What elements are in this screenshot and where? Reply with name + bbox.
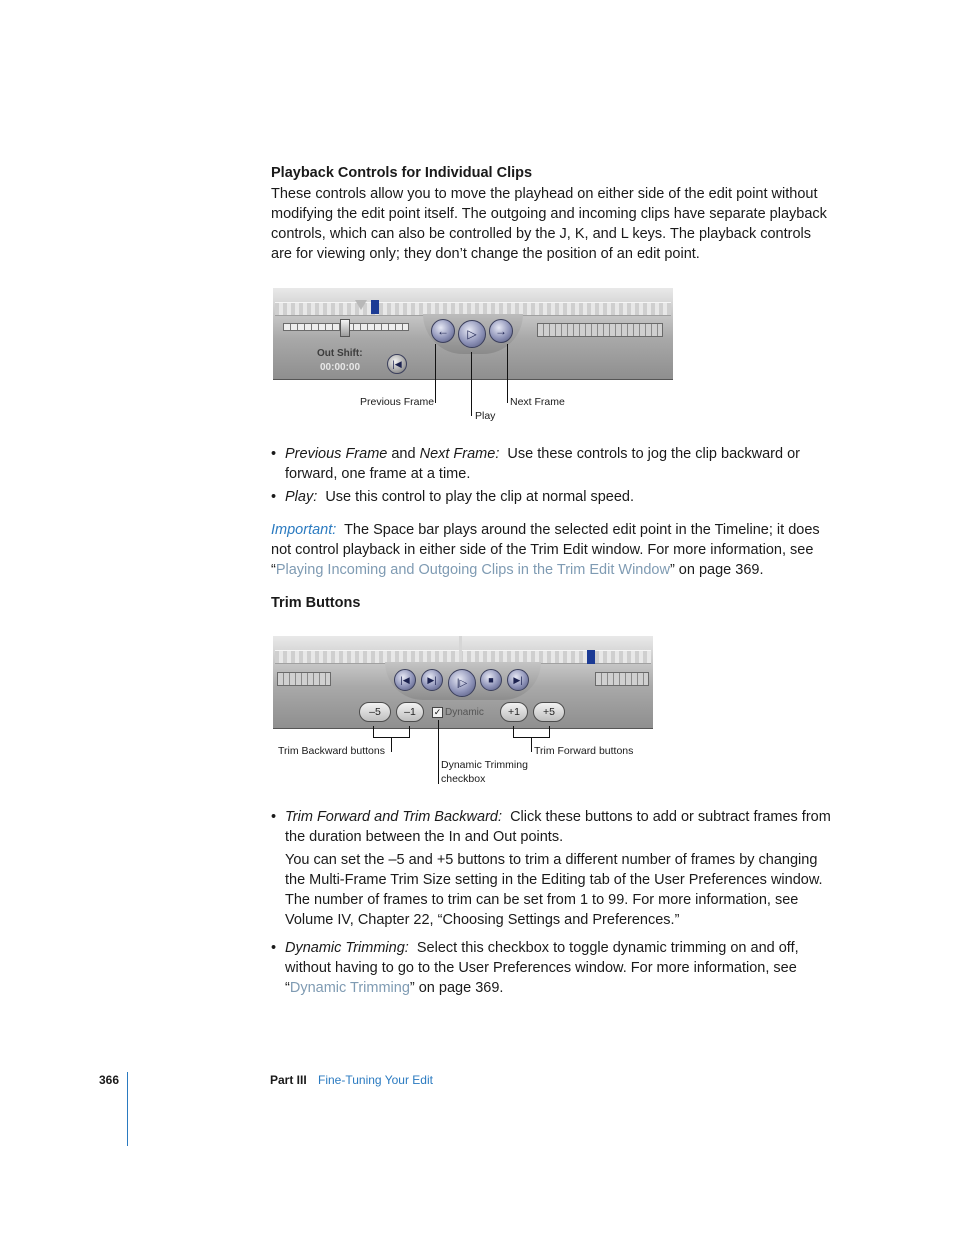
term-next-frame: Next Frame: <box>419 446 500 462</box>
stop-button[interactable] <box>480 669 502 691</box>
next-frame-button[interactable] <box>489 319 513 343</box>
previous-edit-button[interactable] <box>394 669 416 691</box>
callout-dynamic-trimming <box>441 758 528 786</box>
important-label: Important: <box>271 522 337 538</box>
dynamic-trimming-leader <box>438 720 439 784</box>
trim-minus-1-button[interactable]: –1 <box>396 702 424 722</box>
bullet-dynamic-text: Select this checkbox to toggle dynamic trimming on and off, without having to go to the User Preferences window. For more information, see “ <box>285 940 799 996</box>
bullet-dot: • <box>271 446 277 462</box>
term-previous-frame: Previous Frame <box>285 446 388 462</box>
play-button[interactable] <box>458 320 486 348</box>
bullet-dot: • <box>271 940 277 956</box>
go-to-edit-button[interactable] <box>387 354 407 374</box>
important-text: The Space bar plays around the selected edit point in the Timeline; it does not control playback in either side of the Trim Edit window. For more information, see “ <box>271 522 820 578</box>
go-to-edit-icon: |◀ <box>392 358 402 369</box>
stop-icon: ■ <box>488 675 494 685</box>
outgoing-shuttle[interactable] <box>277 672 331 686</box>
term-joiner: and <box>387 446 420 462</box>
play-around-edit-icon: |▷ <box>456 677 468 689</box>
trim-plus-1-button[interactable]: +1 <box>500 702 528 722</box>
playhead-icon <box>371 300 379 314</box>
bullet-dot: • <box>271 489 277 505</box>
callout-trim-backward: Trim Backward buttons <box>278 745 385 757</box>
incoming-shuttle[interactable] <box>595 672 649 686</box>
out-shift-timecode: 00:00:00 <box>320 362 361 373</box>
section-heading-trim-buttons: Trim Buttons <box>271 595 361 611</box>
footer-part: Part III <box>270 1073 307 1087</box>
trim-minus-5-button[interactable]: –5 <box>359 702 391 722</box>
previous-edit-icon: |◀ <box>400 674 410 685</box>
dynamic-trimming-checkbox[interactable]: ✓ <box>433 707 442 717</box>
shuttle-control[interactable] <box>537 323 663 337</box>
trim-playhead-icon <box>587 650 595 664</box>
trim-size-paragraph: You can set the –5 and +5 buttons to trim a different number of frames by changing the Multi-Frame Trim Size setting in the Editing tab of the User Preferences window. The number of frames to trim can be set from 1 to 99. For more information, see Volume IV, Chapter 22, “Choosing Settings and Preferences.” <box>285 852 823 928</box>
next-frame-leader <box>507 344 508 403</box>
bullet-trim-forward-backward <box>271 807 831 930</box>
link-dynamic-trimming[interactable]: Dynamic Trimming <box>289 980 410 996</box>
previous-frame-button[interactable] <box>431 319 455 343</box>
previous-frame-icon: ← <box>437 324 449 338</box>
section-heading-playback: Playback Controls for Individual Clips <box>271 165 533 181</box>
play-in-to-out-button[interactable] <box>421 669 443 691</box>
callout-dynamic-line1: Dynamic Trimming <box>441 759 528 771</box>
bullet-dynamic-trimming <box>271 938 831 998</box>
playback-intro-paragraph: These controls allow you to move the playhead on either side of the edit point without modifying the edit point itself. The outgoing and incoming clips have separate playback controls, which can also be controlled by the J, K, and L keys. The playback controls are for viewing only; they don’t change the position of an edit point. <box>271 186 827 262</box>
callout-next-frame: Next Frame <box>510 396 565 408</box>
edit-point-marker-icon <box>355 300 367 310</box>
important-note <box>271 520 827 580</box>
trim-plus-5-button[interactable]: +5 <box>533 702 565 722</box>
play-leader <box>471 352 472 416</box>
play-around-edit-button[interactable] <box>448 669 476 697</box>
callout-trim-forward: Trim Forward buttons <box>534 745 634 757</box>
previous-frame-leader <box>435 344 436 403</box>
dynamic-label: Dynamic <box>445 707 484 718</box>
term-trim-forward-backward: Trim Forward and Trim Backward: <box>285 809 502 825</box>
play-in-to-out-icon: ▶| <box>427 674 437 685</box>
callout-dynamic-line2: checkbox <box>441 773 486 785</box>
footer-rule <box>127 1072 128 1146</box>
trim-backward-stem <box>391 737 392 752</box>
playback-controls-figure <box>273 288 673 379</box>
edit-point-divider <box>459 636 462 664</box>
bullet-play <box>271 487 831 507</box>
callout-previous-frame: Previous Frame <box>360 396 435 408</box>
next-frame-icon: → <box>495 324 507 338</box>
next-edit-button[interactable] <box>507 669 529 691</box>
term-play: Play: <box>285 489 318 505</box>
trim-forward-stem <box>531 737 532 752</box>
jog-slider-thumb[interactable] <box>340 319 350 337</box>
term-dynamic-trimming: Dynamic Trimming: <box>285 940 409 956</box>
footer-chapter-title: Fine-Tuning Your Edit <box>318 1073 433 1087</box>
bullet-trim-text: Click these buttons to add or subtract frames from the duration between the In and Out points. <box>285 809 831 845</box>
bullet-previous-next-frame <box>271 444 831 484</box>
trim-buttons-figure <box>273 636 653 728</box>
out-shift-label: Out Shift: <box>317 348 363 359</box>
play-icon: ▷ <box>467 327 477 341</box>
link-playing-incoming-outgoing[interactable]: Playing Incoming and Outgoing Clips in the Trim Edit Window <box>275 562 670 578</box>
important-page-ref: ” on page 369. <box>669 562 764 578</box>
bullet-dot: • <box>271 809 277 825</box>
page-number: 366 <box>99 1073 120 1087</box>
callout-play: Play <box>475 410 496 422</box>
bullet-previous-next-text: Use these controls to jog the clip backward or forward, one frame at a time. <box>285 446 800 482</box>
bullet-play-text: Use this control to play the clip at normal speed. <box>325 489 634 505</box>
next-edit-icon: ▶| <box>513 674 523 685</box>
bullet-dynamic-page-ref: ” on page 369. <box>409 980 504 996</box>
